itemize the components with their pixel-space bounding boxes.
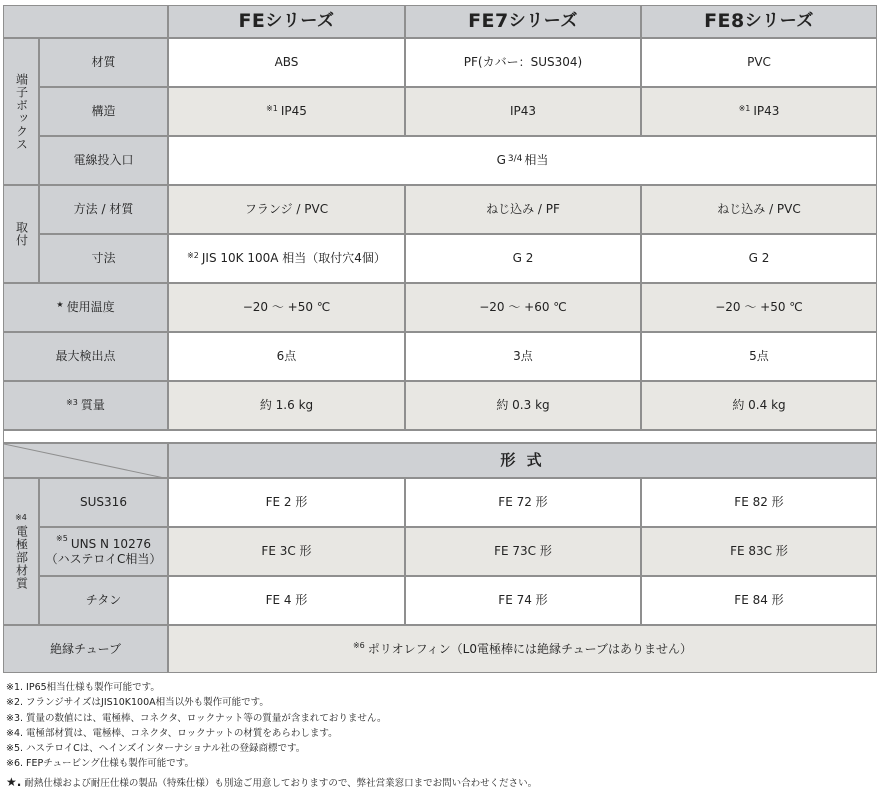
row-label-insulation-tube: 絶縁チューブ bbox=[3, 625, 168, 673]
row-label-structure: 構造 bbox=[39, 87, 168, 136]
dimension-value: JIS 10K 100A 相当（取付穴4個） bbox=[201, 251, 386, 265]
diagonal-line bbox=[4, 444, 168, 478]
max-points-fe: 6点 bbox=[168, 332, 405, 381]
temperature-fe7: −20 ～ +60 ℃ bbox=[405, 283, 641, 332]
method-fe: フランジ / PVC bbox=[168, 185, 405, 234]
footnotes bbox=[6, 680, 537, 791]
structure-fe bbox=[168, 87, 405, 136]
dimension-fe8: G 2 bbox=[641, 234, 877, 283]
material-fe7: PF(カバー：SUS304) bbox=[405, 38, 641, 87]
structure-fe8 bbox=[641, 87, 877, 136]
footnote-ref: ※4 bbox=[15, 513, 27, 522]
temperature-label: 使用温度 bbox=[66, 300, 115, 314]
group-terminal-box: 端子ボックス bbox=[3, 38, 39, 185]
mass-fe7: 約 0.3 kg bbox=[405, 381, 641, 430]
footnote-ref: ※5 bbox=[56, 533, 68, 543]
model-sus316-fe: FE 2 形 bbox=[168, 478, 405, 527]
row-label-cable-inlet: 電線投入口 bbox=[39, 136, 168, 185]
series-name: FE7 bbox=[468, 9, 509, 32]
footnote-3: ※3. 質量の数値には、電極棒、コネクタ、ロックナット等の質量が含まれておりません。 bbox=[6, 712, 387, 724]
footnote-2: ※2. フランジサイズはJIS10K100A相当以外も製作可能です。 bbox=[6, 697, 269, 709]
model-header-diagonal-cell bbox=[3, 443, 168, 478]
row-label-material: 材質 bbox=[39, 38, 168, 87]
method-fe7: ねじ込み / PF bbox=[405, 185, 641, 234]
structure-value: IP43 bbox=[509, 104, 537, 118]
mass-fe: 約 1.6 kg bbox=[168, 381, 405, 430]
footnote-4: ※4. 電極部材質は、電極棒、コネクタ、ロックナットの材質をあらわします。 bbox=[6, 727, 338, 739]
mass-label: 質量 bbox=[80, 398, 105, 412]
model-titanium-fe7: FE 74 形 bbox=[405, 576, 641, 625]
model-sus316-fe7: FE 72 形 bbox=[405, 478, 641, 527]
header-fe7-series bbox=[405, 5, 641, 38]
footnote-ref: ※1 bbox=[738, 103, 751, 113]
model-uns-fe: FE 3C 形 bbox=[168, 527, 405, 576]
material-fe: ABS bbox=[168, 38, 405, 87]
footnote-ref: ※2 bbox=[187, 250, 199, 260]
series-name: FE bbox=[238, 9, 266, 32]
dimension-fe7: G 2 bbox=[405, 234, 641, 283]
table-spacer bbox=[3, 430, 877, 443]
model-sus316-fe8: FE 82 形 bbox=[641, 478, 877, 527]
group-electrode-material bbox=[3, 478, 39, 625]
max-points-fe8: 5点 bbox=[641, 332, 877, 381]
footnote-6: ※6. FEPチュービング仕様も製作可能です。 bbox=[6, 758, 195, 770]
footnote-ref: ※6 bbox=[352, 641, 365, 650]
footnote-ref: ※3 bbox=[66, 397, 78, 407]
model-titanium-fe8: FE 84 形 bbox=[641, 576, 877, 625]
model-titanium-fe: FE 4 形 bbox=[168, 576, 405, 625]
row-label-sus316: SUS316 bbox=[39, 478, 168, 527]
row-label-mass bbox=[3, 381, 168, 430]
material-fe8: PVC bbox=[641, 38, 877, 87]
footnote-5: ※5. ハステロイCは、ヘインズインターナショナル社の登録商標です。 bbox=[6, 743, 306, 755]
max-points-fe7: 3点 bbox=[405, 332, 641, 381]
dimension-fe bbox=[168, 234, 405, 283]
footnote-1: ※1. IP65相当仕様も製作可能です。 bbox=[6, 682, 160, 693]
star-mark: ★ bbox=[56, 299, 64, 309]
cable-inlet-value bbox=[168, 136, 877, 185]
group-mounting: 取付 bbox=[3, 185, 39, 283]
row-label-dimension: 寸法 bbox=[39, 234, 168, 283]
electrode-material-label: 電極部材質 bbox=[14, 525, 29, 590]
row-label-method: 方法 / 材質 bbox=[39, 185, 168, 234]
row-label-temperature bbox=[3, 283, 168, 332]
model-header: 形 式 bbox=[168, 443, 877, 478]
footnote-ref: ※1 bbox=[266, 103, 278, 113]
model-uns-fe7: FE 73C 形 bbox=[405, 527, 641, 576]
series-suffix: シリーズ bbox=[265, 10, 335, 31]
row-label-max-points: 最大検出点 bbox=[3, 332, 168, 381]
star-footnote-text: 耐熱仕様および耐圧仕様の製品（特殊仕様）も別途ご用意しておりますので、弊社営業窓口までお問い合わせください。 bbox=[21, 777, 538, 789]
header-fe8-series bbox=[641, 5, 877, 38]
series-suffix: シリーズ bbox=[744, 10, 814, 31]
star-footnote-mark: ★. bbox=[6, 774, 22, 789]
temperature-fe: −20 ～ +50 ℃ bbox=[168, 283, 405, 332]
structure-fe7 bbox=[405, 87, 641, 136]
temperature-fe8: −20 ～ +50 ℃ bbox=[641, 283, 877, 332]
method-fe8: ねじ込み / PVC bbox=[641, 185, 877, 234]
header-fe-series bbox=[168, 5, 405, 38]
uns-label-line2: （ハステロイC相当） bbox=[45, 551, 162, 566]
star-footnote bbox=[6, 775, 537, 791]
series-name: FE8 bbox=[704, 9, 745, 32]
model-uns-fe8: FE 83C 形 bbox=[641, 527, 877, 576]
cable-inlet-fraction: 3/4 bbox=[507, 153, 523, 164]
header-blank-cell bbox=[3, 5, 168, 38]
series-suffix: シリーズ bbox=[508, 10, 578, 31]
cable-inlet-suffix: 相当 bbox=[524, 153, 549, 167]
row-label-uns bbox=[39, 527, 168, 576]
mass-fe8: 約 0.4 kg bbox=[641, 381, 877, 430]
cable-inlet-prefix: G bbox=[496, 153, 506, 167]
insulation-tube-text: ポリオレフィン（L0電極棒には絶縁チューブはありません） bbox=[367, 641, 693, 656]
insulation-tube-value bbox=[168, 625, 877, 673]
uns-label-line1: UNS N 10276 bbox=[70, 536, 151, 551]
structure-value: IP43 bbox=[753, 104, 780, 118]
structure-value: IP45 bbox=[280, 104, 307, 118]
row-label-titanium: チタン bbox=[39, 576, 168, 625]
